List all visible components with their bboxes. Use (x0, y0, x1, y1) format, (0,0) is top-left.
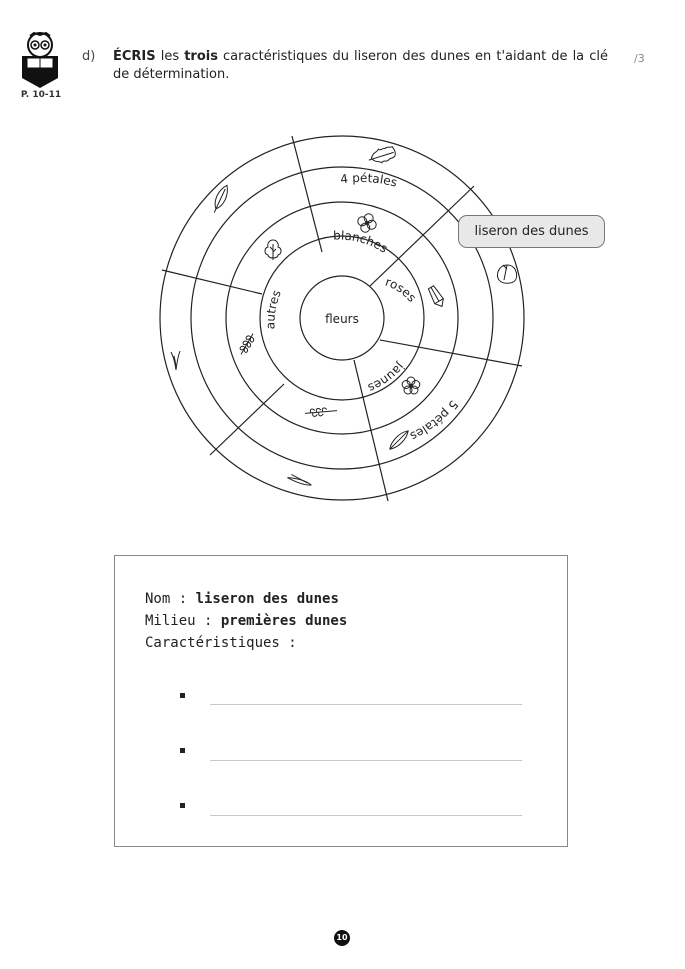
characteristic-answer-2[interactable] (210, 744, 522, 761)
round-leaf-icon (497, 265, 516, 283)
instruction-text (113, 48, 608, 84)
bullet-icon (180, 748, 185, 753)
grass-icon (171, 351, 180, 370)
characteristic-answer-1[interactable] (210, 688, 522, 705)
habitat-line (145, 613, 347, 629)
page-number: 10 (334, 930, 350, 946)
score-indicator: /3 (634, 52, 645, 65)
name-value: liseron des dunes (195, 591, 339, 607)
determination-key-wheel (140, 118, 540, 518)
label-blanches: blanches (332, 228, 391, 256)
pointed-leaf-icon (210, 183, 231, 214)
question-letter: d) (82, 49, 96, 64)
tube-flower-icon (427, 285, 447, 309)
wheat-icon (238, 332, 257, 357)
label-4-petales: 4 pétales (339, 170, 399, 190)
center-label: fleurs (325, 312, 359, 326)
divider-line (162, 270, 262, 294)
habitat-value: premières dunes (220, 613, 348, 629)
grass-blade-icon (287, 474, 313, 486)
bush-icon (265, 240, 281, 260)
divider-line (380, 340, 522, 366)
instruction-verb: ÉCRIS (113, 49, 156, 64)
callout-liseron-des-dunes[interactable]: liseron des dunes (458, 215, 605, 248)
five-petal-flower-icon (402, 377, 420, 394)
reading-owl-mascot-icon (18, 30, 62, 90)
page-reference: P. 10-11 (20, 90, 62, 100)
habitat-label: Milieu : (145, 613, 221, 629)
name-line (145, 591, 339, 607)
divider-line (210, 384, 284, 455)
instruction-emphasis: trois (184, 49, 218, 64)
instruction-part2: caractéristiques du liseron des dunes en t'aidant de la clé de détermination. (113, 49, 608, 82)
bullet-icon (180, 693, 185, 698)
bullet-icon (180, 803, 185, 808)
characteristics-label: Caractéristiques : (145, 635, 297, 651)
divider-line (292, 136, 322, 252)
identification-card (114, 555, 568, 847)
label-roses: roses (383, 274, 419, 305)
label-5-petales: 5 pétales (407, 397, 461, 444)
characteristic-answer-3[interactable] (210, 799, 522, 816)
narrow-leaf-icon (387, 428, 411, 452)
label-autres: autres (263, 288, 284, 330)
label-jaunes: jaunes (365, 360, 408, 396)
instruction-part1: les (155, 49, 185, 64)
name-label: Nom : (145, 591, 196, 607)
oak-leaf-icon (367, 145, 397, 166)
twig-icon (305, 407, 338, 417)
